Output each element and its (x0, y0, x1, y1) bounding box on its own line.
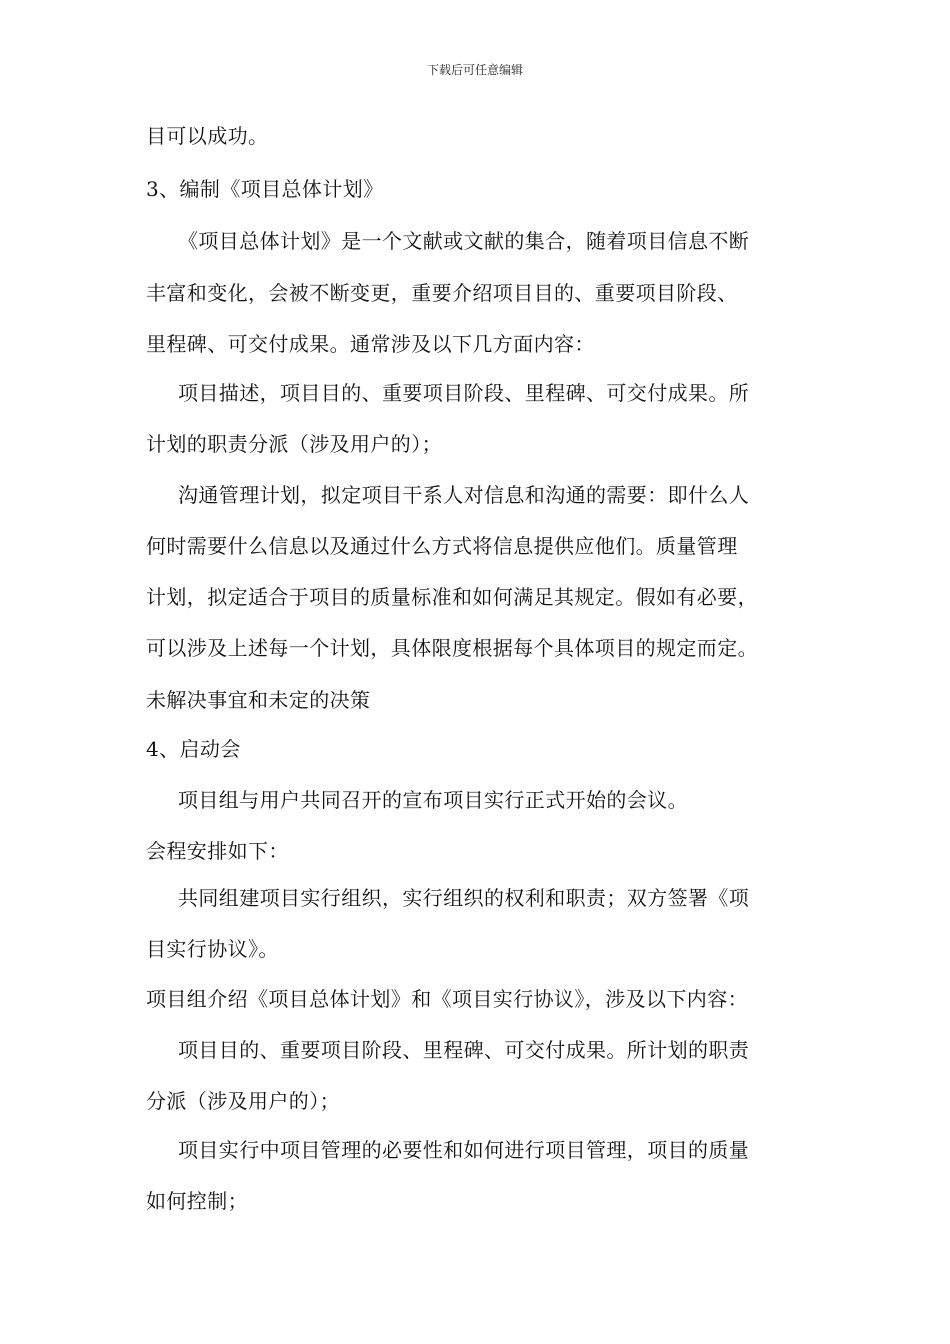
paragraph-line: 何时需要什么信息以及通过什么方式将信息提供应他们。质量管理 (146, 534, 738, 558)
paragraph-line: 计划的职责分派（涉及用户的）； (146, 432, 442, 456)
paragraph-line: 未解决事宜和未定的决策 (146, 688, 371, 712)
section-heading: 3、编制《项目总体计划》 (146, 177, 384, 201)
paragraph-line: 项目实行中项目管理的必要性和如何进行项目管理，项目的质量 (178, 1138, 750, 1162)
paragraph-line: 共同组建项目实行组织，实行组织的权利和职责；双方签署《项 (178, 886, 750, 910)
paragraph-line: 目实行协议》。 (146, 937, 279, 961)
paragraph-line: 项目组介绍《项目总体计划》和《项目实行协议》，涉及以下内容： (146, 987, 748, 1011)
paragraph-line: 里程碑、可交付成果。通常涉及以下几方面内容： (146, 332, 595, 356)
paragraph-line: 项目目的、重要项目阶段、里程碑、可交付成果。所计划的职责 (178, 1038, 750, 1062)
paragraph-line: 如何控制； (146, 1189, 248, 1213)
paragraph-line: 计划，拟定适合于项目的质量标准和如何满足其规定。假如有必要， (146, 585, 758, 609)
paragraph-line: 《项目总体计划》是一个文献或文献的集合，随着项目信息不断 (178, 229, 750, 253)
paragraph-line: 沟通管理计划，拟定项目干系人对信息和沟通的需要：即什么人 (178, 483, 750, 507)
paragraph-line: 丰富和变化，会被不断变更，重要介绍项目目的、重要项目阶段、 (146, 281, 738, 305)
paragraph-line: 目可以成功。 (146, 124, 269, 148)
paragraph-line: 项目组与用户共同召开的宣布项目实行正式开始的会议。 (178, 788, 688, 812)
paragraph-line: 项目描述，项目目的、重要项目阶段、里程碑、可交付成果。所 (178, 381, 750, 405)
paragraph-line: 会程安排如下： (146, 839, 289, 863)
paragraph-line: 分派（涉及用户的）； (146, 1089, 340, 1113)
section-heading: 4、启动会 (146, 737, 241, 761)
paragraph-line: 可以涉及上述每一个计划，具体限度根据每个具体项目的规定而定。 (146, 636, 758, 660)
page-header: 下载后可任意编辑 (426, 63, 523, 77)
